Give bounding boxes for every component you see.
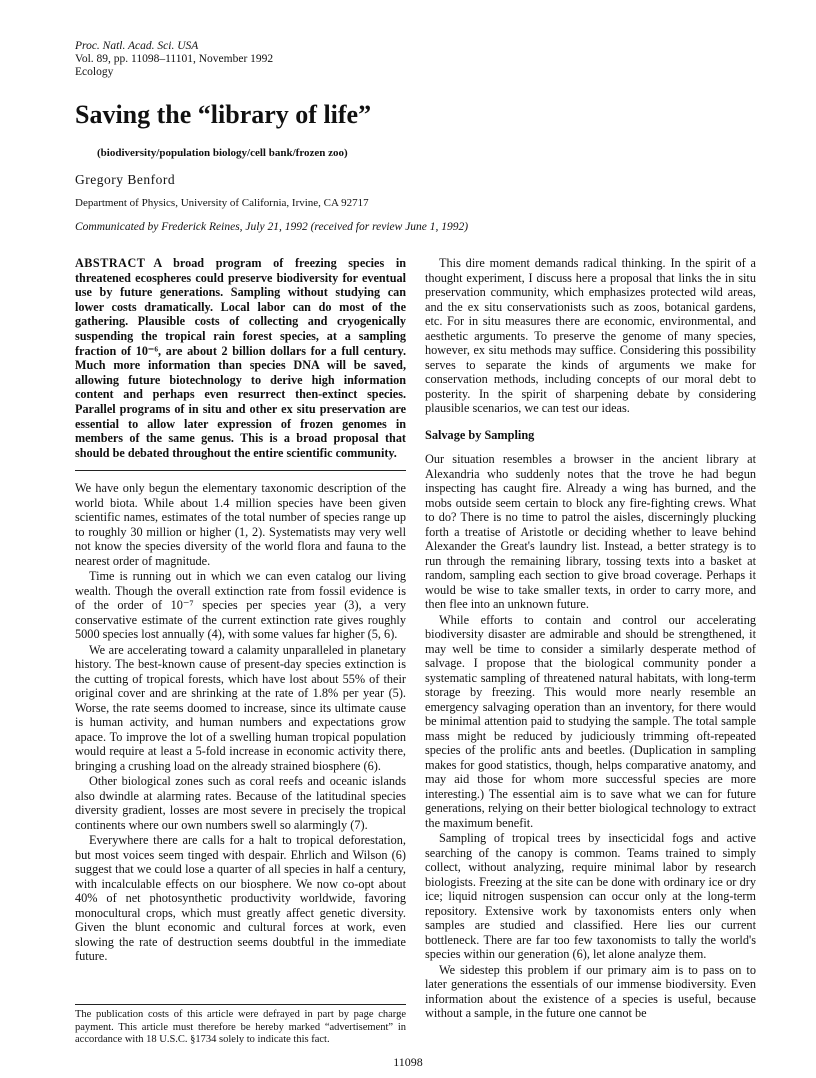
footnote: The publication costs of this article were defrayed in part by page charge payment. This article must therefore be hereby marked “advertisement” in accordance with 18 U.S.C. §1734 solely to indicate this fact. — [75, 1009, 406, 1045]
footnote-divider — [75, 1004, 406, 1005]
left-column — [75, 256, 406, 964]
abstract — [75, 256, 406, 460]
body-paragraph: We sidestep this problem if our primary aim is to pass on to later generations the essentials of our immense biodiversity. Even information about the existence of a species is useful, because without a sample, in the future one cannot be — [425, 962, 756, 1020]
body-paragraph: While efforts to contain and control our accelerating biodiversity disaster are admirable and should be strengthened, it may well be time to consider a similarly desperate method of salvage. I propose that the biological community ponder a systematic sampling of threatened natural habitats, with long-term storage by freezing. This would more nearly resemble an emergency salvaging operation than an inventory, for there would be minimal attention paid to studying the sample. The total sample mass might be reduced by judiciously trimming oft-repeated species of the prolific ants and beetles. (Duplication in sampling makes for good statistics, though, helps comparative anatomy, and may aid those for whom more successful species are more interesting.) The essential aim is to save what we can for future generations, relying on their better biological technology to extract the maximum benefit. — [425, 612, 756, 830]
intro-paragraph: This dire moment demands radical thinking. In the spirit of a thought experiment, I discuss here a proposal that links the in situ preservation community, which emphasizes protected wild areas, and the ex situ conservationists such as zoos, botanical gardens, etc. For in situ measures there are economic, environmental, and aesthetic arguments. To preserve the genome of many species, however, ex situ methods may suffice. Considering this possibility serves to separate the kinds of arguments we make for conservation methods, including concepts of our moral debt to posterity. In the spirit of sharpening debate by considering plausible scenarios, we can test our ideas. — [425, 256, 756, 415]
section-heading: Salvage by Sampling — [425, 427, 535, 442]
journal-volume: Vol. 89, pp. 11098–11101, November 1992 — [75, 53, 274, 65]
body-paragraph: Everywhere there are calls for a halt to tropical deforestation, but most voices seem tinged with despair. Ehrlich and Wilson (6) suggest that we could lose a quarter of all species in half a century, with incalculable effects on our biosphere. We now co-opt about 40% of net photosynthetic productivity worldwide, favoring monocultural crops, which must greatly affect genetic diversity. Given the blunt economic and cultural forces at work, even slowing the rate of destruction seems doubtful in the immediate future. — [75, 833, 406, 964]
right-column — [425, 256, 756, 1021]
article-title: Saving the “library of life” — [75, 100, 372, 129]
body-paragraph: Sampling of tropical trees by insecticidal fogs and active searching of the canopy is common. Teams trained to simply collect, without analyzing, require minimal labor by research biologists. Freezing at the site can be done with ordinary ice or dry ice; liquid nitrogen suspension can occur only at the long-term repository. Extensive work by taxonomists enters only when samples are studied and classified. Here lies our current bottleneck. There are far too few taxonomists to tally the world's species within our generation (6), let alone analyze them. — [425, 831, 756, 961]
author-name: Gregory Benford — [75, 172, 176, 187]
journal-section: Ecology — [75, 66, 114, 78]
body-paragraph: Time is running out in which we can even catalog our living wealth. Though the overall extinction rate from fossil evidence is of the order of 10⁻⁷ species per species year (3), a very conservative estimate of the current extinction rate gives roughly 5000 species lost annually (4), with some values far higher (5, 6). — [75, 569, 406, 642]
body-paragraph: We are accelerating toward a calamity unparalleled in planetary history. The best-known cause of present-day species extinction is the cutting of tropical forests, which have lost about 55% of their original cover and are shrinking at the rate of 1.8% per year (5). Worse, the rate seems doomed to increase, since its ultimate cause is human activity, and human numbers and expectations grow apace. To improve the lot of a swelling human tropical population would require at least a 5-fold increase in economic activity there, bringing a crushing load on the already strained biosphere (6). — [75, 642, 406, 773]
body-paragraph: Our situation resembles a browser in the ancient library at Alexandria who suddenly notes that the trove he had begun inspecting has caught fire. Already a wing has burned, and the mobs outside seem certain to block any fire-fighting crews. What to do? There is no time to patrol the aisles, discerningly plucking forth a treatise of Aristotle or deciding whether to leave behind Alexander the Great's laundry list. Instead, a better strategy is to run through the remaining library, tossing texts into a basket at random, sampling each section to give broad coverage. Perhaps it would be wise to take smaller texts, in order to carry more, and then flee into an unknown future. — [425, 452, 756, 611]
body-paragraph: We have only begun the elementary taxonomic description of the world biota. While about 1.4 million species have been given scientific names, estimates of the total number of species range up to roughly 30 million or higher (1, 2). Systematists may very well not know the species diversity of the world flora and fauna to the nearest order of magnitude. — [75, 481, 406, 568]
abstract-divider — [75, 470, 406, 471]
communicated-line: Communicated by Frederick Reines, July 21, 1992 (received for review June 1, 1992) — [75, 221, 469, 233]
journal-header — [75, 40, 273, 79]
keywords: (biodiversity/population biology/cell bank/frozen zoo) — [97, 147, 348, 159]
body-paragraph: Other biological zones such as coral reefs and oceanic islands also dwindle at alarming rates. Because of the latitudinal species diversity gradient, losses are most severe in precisely the tropical continents where our own numbers swell so alarmingly (7). — [75, 774, 406, 832]
abstract-text: A broad program of freezing species in threatened ecospheres could preserve biodiversity for eventual use by future generations. Sampling without studying can lower costs dramatically. Local labor can do most of the gathering. Plausible costs of collecting and cryogenically suspending the tropical rain forest species, at a sampling fraction of 10⁻⁶, are about 2 billion dollars for a full century. Much more information than species DNA will be saved, allowing future biotechnology to derive high information content and perhaps even resurrect then-extinct species. Parallel programs of in situ and other ex situ preservation are essential to allow later expression of frozen genomes in members of the same genus. This is a broad proposal that should be debated throughout the entire scientific community. — [75, 256, 406, 460]
affiliation: Department of Physics, University of California, Irvine, CA 92717 — [75, 197, 369, 209]
abstract-label: ABSTRACT — [75, 256, 146, 270]
page-number: 11098 — [393, 1055, 423, 1069]
journal-name: Proc. Natl. Acad. Sci. USA — [75, 40, 199, 52]
